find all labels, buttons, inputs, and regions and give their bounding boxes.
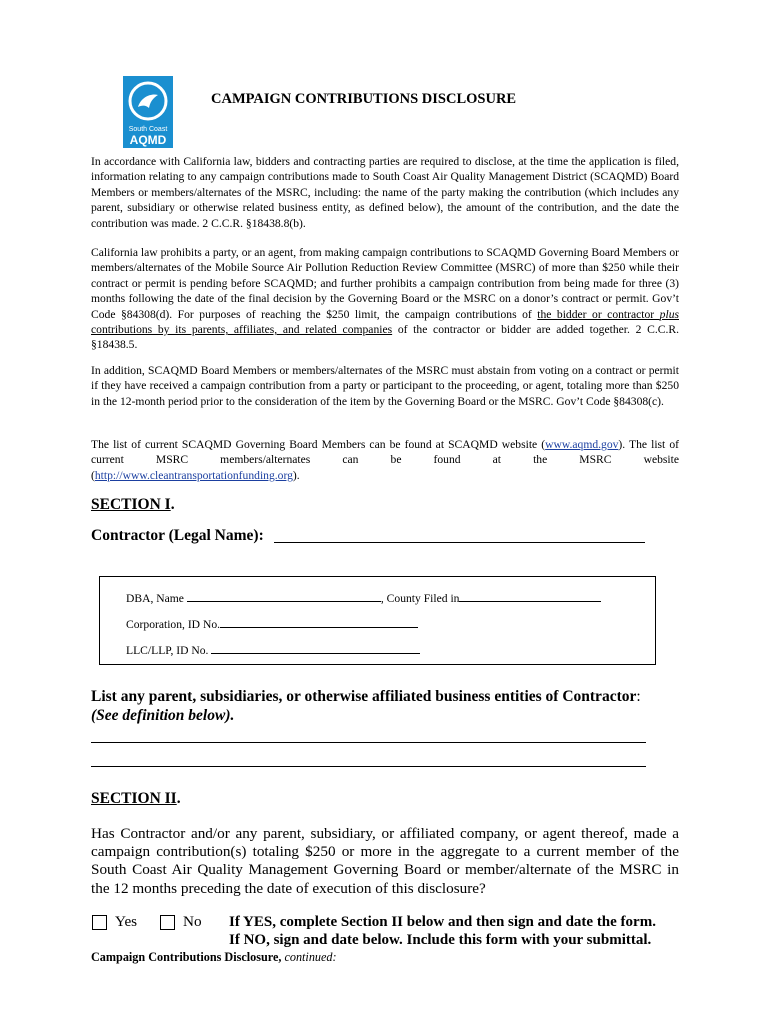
corporation-id-label: Corporation, ID No. [126, 618, 221, 631]
affiliated-entities-colon: : [636, 688, 641, 705]
yes-label: Yes [115, 913, 138, 930]
county-filed-field[interactable] [459, 590, 601, 602]
yes-checkbox[interactable] [92, 915, 107, 930]
no-instruction: If NO, sign and date below. Include this form with your submittal. [229, 932, 652, 948]
section-1-heading [91, 496, 175, 514]
affiliated-entities-label [91, 688, 641, 706]
p4-text-b: ). The list of current MSRC members/alternates can be found at the MSRC website [91, 438, 679, 467]
intro-paragraph-2 [91, 245, 679, 353]
corporation-row [126, 616, 418, 631]
aqmd-logo-icon [127, 80, 169, 122]
p2-underlined-1: the bidder or contractor [537, 307, 660, 321]
section-2-question: Has Contractor and/or any parent, subsidiary, or affiliated company, or agent thereof, made a campaign contribution(s) totaling $250 or more in the aggregate to a current member of the South Coast Air Quality Management Governing Board or member/alternate of the MSRC in the 12 months preceding the date of execution of this disclosure? [91, 825, 679, 897]
no-checkbox[interactable] [160, 915, 175, 930]
see-definition-note: (See definition below). [91, 707, 235, 724]
corporation-id-field[interactable] [220, 616, 418, 628]
p2-underlined-plus: plus [659, 307, 679, 321]
aqmd-website-link[interactable]: www.aqmd.gov [545, 438, 619, 451]
intro-paragraph-3: In addition, SCAQMD Board Members or members/alternates of the MSRC must abstain from voting on a contract or permit if they have received a campaign contribution from a party or participant to the proceeding, or agent, totaling more than $250 in the 12-month period prior to the consideration of the item by the Governing Board or the MSRC. Gov’t Code §84308(c). [91, 364, 679, 408]
section-2-heading-suffix: . [176, 790, 181, 807]
llc-row [126, 642, 420, 657]
section-1-heading-text: SECTION I [91, 496, 171, 513]
p4-text-d: ). [292, 469, 300, 482]
p2-text-a: California law prohibits a party, or an agent, from making campaign contributions to SCAQMD Governing Board Members or members/alternates of the Mobile Source Air Pollution Reduction Review Committee (MSRC) of more than $250 while their contract or permit is pending before SCAQMD; and further prohibits a campaign contribution from being made for three (3) months following the date of the final decision by the Governing Board or the MSRC on a donor’s contract or permit. Gov’t Code §84308(d). For purposes of reaching the $250 limit, the campaign contributions of [91, 246, 679, 321]
dba-label: DBA, Name [126, 592, 184, 605]
p4-text-a: The list of current SCAQMD Governing Board Members can be found at SCAQMD website ( [91, 438, 546, 451]
section-2-heading-text: SECTION II [91, 790, 177, 807]
footer-italic-text: continued: [284, 950, 337, 964]
yes-instruction: If YES, complete Section II below and then sign and date the form. [229, 914, 656, 930]
intro-paragraph-4 [91, 437, 679, 468]
p4-text-c: ( [91, 469, 95, 482]
dba-row [126, 590, 601, 605]
affiliated-entities-text: List any parent, subsidiaries, or otherwise affiliated business entities of Contractor [91, 688, 637, 705]
intro-paragraph-1: In accordance with California law, bidders and contracting parties are required to disclose, at the time the application is filed, information relating to any campaign contributions made to South Coast Air Quality Management District (SCAQMD) Board Members or members/alternates of the MSRC, including: the name of the party making the contribution (which includes any parent, subsidiary or otherwise related business entity, as defined below), the amount of the contribution, and the date the contribution was made. 2 C.C.R. §18438.8(b). [91, 155, 679, 230]
dba-name-field[interactable] [187, 590, 381, 602]
llc-id-label: LLC/LLP, ID No. [126, 644, 209, 657]
section-1-heading-suffix: . [170, 496, 175, 513]
no-label: No [183, 913, 202, 930]
contractor-legal-name-field[interactable] [274, 542, 645, 543]
section-2-heading [91, 790, 181, 808]
logo-text-aqmd: AQMD [129, 133, 167, 147]
msrc-website-link[interactable]: http://www.cleantransportationfunding.org [94, 469, 293, 482]
county-filed-label: , County Filed in [380, 592, 460, 605]
aqmd-logo [123, 76, 173, 148]
logo-text-south-coast: South Coast [128, 126, 168, 133]
contractor-legal-name-label: Contractor (Legal Name): [91, 527, 264, 544]
continued-footer [91, 950, 337, 965]
llc-id-field[interactable] [211, 642, 420, 654]
intro-paragraph-4-end [91, 468, 679, 483]
affiliated-entities-line-1[interactable] [91, 742, 646, 743]
footer-bold-text: Campaign Contributions Disclosure, [91, 950, 282, 964]
p2-underlined-3: contributions by its parents, affiliates, and related companies [91, 323, 393, 337]
page-title: CAMPAIGN CONTRIBUTIONS DISCLOSURE [211, 91, 517, 107]
affiliated-entities-line-2[interactable] [91, 766, 646, 767]
p2-text-b: of the contractor or bidder are added together. 2 C.C.R. §18438.5. [91, 323, 680, 352]
